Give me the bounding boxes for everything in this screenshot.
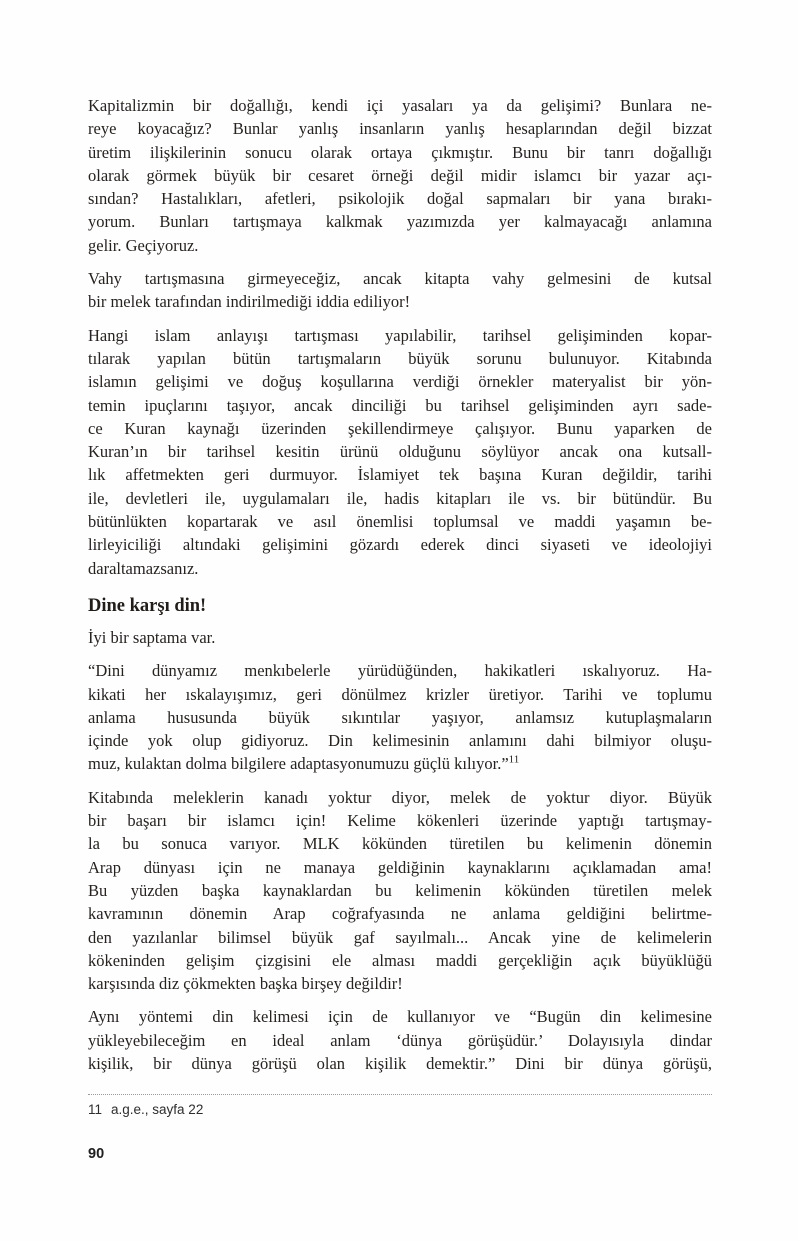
text-line: gelir. Geçiyoruz. — [88, 235, 199, 255]
text-line: içinde yok olup gidiyoruz. Din kelimesinin anlamını dahi bilmiyor oluşu- — [88, 731, 712, 751]
text-line: Aynı yöntemi din kelimesi için de kullanıyor ve “Bugün din kelimesine — [88, 1007, 712, 1027]
text-line: bir başarı bir islamcı için! Kelime kökenleri üzerinde yaptığı tartışmay- — [88, 811, 712, 831]
text-line: Vahy tartışmasına girmeyeceğiz, ancak kitapta vahy gelmesini de kutsal — [88, 269, 712, 289]
paragraph — [88, 94, 712, 257]
text-line: Kitabında meleklerin kanadı yoktur diyor, melek de yoktur diyor. Büyük — [88, 787, 712, 807]
text-line: lirleyiciliği altındaki gelişimini gözardı ederek dinci siyaseti ve ideolojiyi — [88, 535, 712, 555]
text-line: sından? Hastalıkları, afetleri, psikolojik doğal sapmaları bir yana bırakı- — [88, 189, 712, 209]
text-line: temin ipuçlarını taşıyor, ancak dinciliği bu tarihsel gelişiminden ayrı sade- — [88, 395, 712, 415]
text-line: İyi bir saptama var. — [88, 627, 216, 647]
text-line: Hangi islam anlayışı tartışması yapılabilir, tarihsel gelişiminden kopar- — [88, 325, 712, 345]
page-number: 90 — [88, 1146, 105, 1162]
text-line: ile, devletleri ile, uygulamaları ile, hadis kitapları ile vs. bir bütündür. Bu — [88, 488, 712, 508]
footnote-marker: 11 — [88, 1102, 103, 1117]
text-block — [88, 94, 712, 1085]
footnote-text: a.g.e., sayfa 22 — [111, 1102, 204, 1117]
text-line: tılarak yapılan bütün tartışmaların büyük sorunu bulunuyor. Kitabında — [88, 348, 712, 368]
text-line: Arap dünyası için ne manaya geldiğinin kaynaklarını açıklamadan ama! — [88, 857, 712, 877]
paragraph — [88, 626, 712, 649]
text-line: Kapitalizmin bir doğallığı, kendi içi yasaları ya da gelişimi? Bunlara ne- — [88, 96, 712, 115]
text-line: yükleyebileceğim en ideal anlam ‘dünya görüşüdür.’ Dolayısıyla dindar — [88, 1030, 712, 1050]
text-line: la bu sonuca varıyor. MLK kökünden türetilen bu kelimenin dönemin — [88, 834, 712, 854]
paragraph — [88, 786, 712, 996]
text-line: bütünlükten kopartarak ve asıl önemlisi toplumsal ve maddi yaşamın be- — [88, 512, 712, 532]
paragraph — [88, 659, 712, 775]
text-line: bir melek tarafından indirilmediği iddia ediliyor! — [88, 292, 411, 312]
text-line: “Dini dünyamız menkıbelerle yürüdüğünden, hakikatleri ıskalıyoruz. Ha- — [88, 661, 712, 681]
text-line: kavramının dönemin Arap coğrafyasında ne anlama geldiğini belirtme- — [88, 904, 712, 924]
text-line: Kuran’ın bir tarihsel kesitin ürünü olduğunu söylüyor ancak ona kutsall- — [88, 442, 712, 462]
paragraph — [88, 324, 712, 580]
text-line: karşısında diz çökmekten başka birşey değildir! — [88, 974, 403, 994]
text-line: anlama hususunda büyük sıkıntılar yaşıyor, anlamsız kutuplaşmaların — [88, 707, 712, 727]
section-heading: Dine karşı din! — [88, 595, 207, 616]
text-line: olarak görmek büyük bir cesaret örneği değil midir islamcı bir yazar açı- — [88, 165, 712, 185]
text-line: üretim ilişkilerinin sonucu olarak ortaya çıkmıştır. Bunu bir tanrı doğallığı — [88, 142, 712, 162]
text-line: yorum. Bunları tartışmaya kalkmak yazımızda yer kalmayacağı anlamına — [88, 212, 712, 232]
text-line: lık affetmekten geri durmuyor. İslamiyet tek başına Kuran değildir, tarihi — [88, 465, 712, 485]
text-line: muz, kulaktan dolma bilgilere adaptasyonumuzu güçlü kılıyor.”$^{11}$ — [88, 753, 520, 774]
text-line: kikati her ıskalayışımız, geri dönülmez krizler üretiyor. Tarihi ve toplumu — [88, 684, 712, 704]
paragraph — [88, 267, 712, 314]
text-line: daraltamazsanız. — [88, 558, 199, 578]
text-line: islamın gelişimi ve doğuş koşullarına verdiği örnekler materyalist bir yön- — [88, 372, 712, 392]
text-line: kökeninden gelişim çizgisini ele alması maddi gerçekliğin açık büyüklüğü — [88, 950, 712, 970]
text-line: reye koyacağız? Bunlar yanlış insanların yanlış hesaplarından değil bizzat — [88, 119, 712, 139]
text-line: Bu yüzden başka kaynaklardan bu kelimenin kökünden türetilen melek — [88, 880, 712, 900]
text-line: ce Kuran kaynağı üzerinden şekillendirmeye çalışıyor. Bunu yaparken de — [88, 418, 712, 438]
text-line: kişilik, bir dünya görüşü olan kişilik demektir.” Dini bir dünya görüşü, — [88, 1053, 712, 1073]
footnote-ref: 11 — [508, 753, 520, 766]
text-line: den yazılanlar bilimsel büyük gaf sayılmalı... Ancak yine de kelimelerin — [88, 927, 712, 947]
footnote — [88, 1094, 712, 1117]
paragraph — [88, 1005, 712, 1075]
